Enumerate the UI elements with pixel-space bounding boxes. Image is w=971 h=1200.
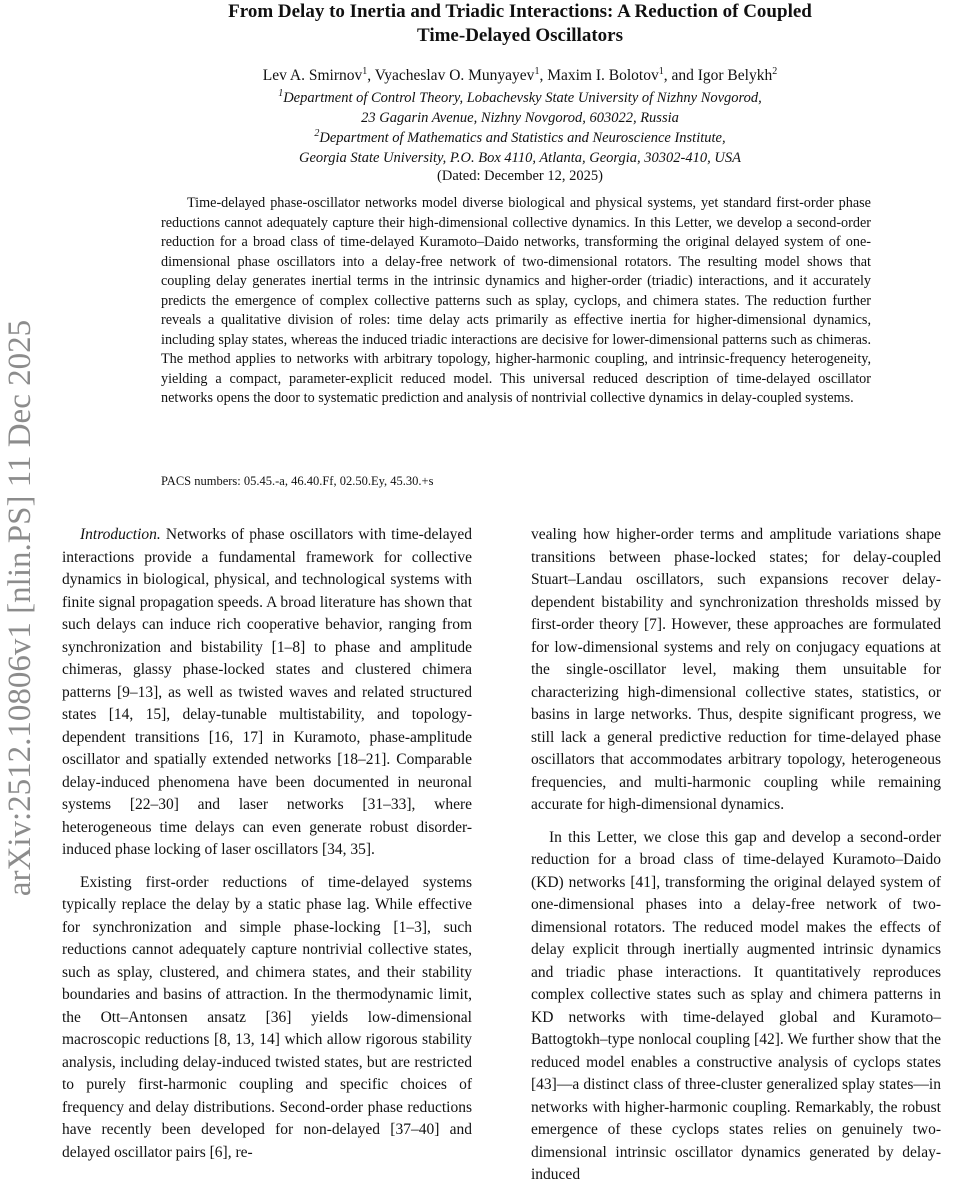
- paragraph: vealing how higher-order terms and amplitude variations shape transitions between phase-locked states; for delay-coupled Stuart–Landau oscillators, such expansions recover delay-dependent bistability and synchronization thresholds missed by first-order theory [7]. However, these approaches are formulated for low-dimensional systems and rely on conjugacy equations at the single-oscillator level, making them unsuitable for characterizing high-dimensional collective states, statistics, or basins in large networks. Thus, despite significant progress, we still lack a general predictive reduction for time-delayed phase oscillators that accommodates arbitrary topology, heterogeneous frequencies, and multi-harmonic coupling while remaining accurate for high-dimensional dynamics.: [531, 526, 941, 813]
- author: Vyacheslav O. Munyayev$^1$: [374, 65, 540, 84]
- paragraph: Introduction. Networks of phase oscillators with time-delayed interactions provide a fundamental framework for collective dynamics in biological, physical, and technological systems with finite signal propagation speeds. A broad literature has shown that such delays can induce rich cooperative behavior, ranging from synchronization and bistability [1–8] to phase and amplitude chimeras, glassy phase-locked states and clustered chimera patterns [9–13], as well as twisted waves and related structured states [14, 15], delay-tunable multistability, and topology-dependent transitions [16, 17] in Kuramoto, phase-amplitude oscillator and spatially extended networks [18–21]. Comparable delay-induced phenomena have been documented in neuronal systems [22–30] and laser networks [31–33], where heterogeneous time delays can even generate robust disorder-induced phase locking of laser oscillators [34, 35].: [62, 526, 472, 858]
- author: Igor Belykh$^2$: [697, 65, 778, 84]
- author-list: Lev A. Smirnov$^1$, Vyacheslav O. Munyayev$^1$, Maxim I. Bolotov$^1$, and Igor Belykh$^2$: [262, 65, 778, 84]
- arxiv-identifier: arXiv:2512.10806v1 [nlin.PS] 11 Dec 2025: [2, 319, 38, 897]
- section-lead: Introduction.: [80, 526, 161, 543]
- abstract: Time-delayed phase-oscillator networks model diverse biological and physical systems, yet standard first-order phase reductions cannot adequately capture their high-dimensional collective dynamics. In this Letter, we develop a second-order reduction for a broad class of time-delayed Kuramoto–Daido networks, transforming the original delayed system of one-dimensional phase oscillators into a delay-free network of two-dimensional rotators. The resulting model shows that coupling delay generates inertial terms in the intrinsic dynamics and higher-order (triadic) interactions, and it accurately predicts the emergence of complex collective patterns such as splay, cyclops, and chimera states. The reduction further reveals a qualitative division of roles: time delay acts primarily as effective inertia for higher-dimensional dynamics, including splay states, whereas the induced triadic interactions are decisive for lower-dimensional patterns such as chimeras. The method applies to networks with arbitrary topology, higher-harmonic coupling, and intrinsic-frequency heterogeneity, yielding a compact, parameter-explicit reduced model. This universal reduced description of time-delayed oscillator networks opens the door to systematic prediction and analysis of nontrivial collective dynamics in delay-coupled systems.: [161, 195, 871, 406]
- affiliations: [80, 88, 960, 168]
- dated-line: (Dated: December 12, 2025): [437, 168, 603, 184]
- paragraph: In this Letter, we close this gap and develop a second-order reduction for a broad class of time-delayed Kuramoto–Daido (KD) networks [41], transforming the original delayed system of one-dimensional phases into a delay-free network of two-dimensional rotators. The reduced model makes the effects of delay explicit through inertially augmented intrinsic dynamics and triadic phase interactions. It quantitatively reproduces complex collective states such as splay and chimera patterns in KD networks with time-delayed global and Kuramoto–Battogtokh–type nonlocal coupling [42]. We further show that the reduced model enables a constructive analysis of cyclops states [43]—a distinct class of three-cluster generalized splay states—in networks with higher-harmonic coupling. Remarkably, the robust emergence of these cyclops states relies on genuinely two-dimensional intrinsic oscillator dynamics generated by delay-induced: [531, 828, 941, 1183]
- affiliation-1-line-2: 23 Gagarin Avenue, Nizhny Novgorod, 603022, Russia: [361, 110, 679, 126]
- body-column-right: [531, 524, 941, 1187]
- author: Maxim I. Bolotov$^1$: [547, 65, 664, 84]
- affiliation-2-line-1: $^2$Department of Mathematics and Statistics and Neuroscience Institute,: [314, 128, 726, 146]
- paragraph: Existing first-order reductions of time-delayed systems typically replace the delay by a static phase lag. While effective for synchronization and simple phase-locking [1–3], such reductions cannot adequately capture nontrivial collective states, such as splay, clustered, and chimera states, and their stability boundaries and basins of attraction. In the thermodynamic limit, the Ott–Antonsen ansatz [36] yields low-dimensional macroscopic reductions [8, 13, 14] which allow rigorous stability analysis, including delay-induced twisted states, but are restricted to purely first-harmonic coupling and specific choices of frequency and delay distributions. Second-order phase reductions have recently been developed for non-delayed [37–40] and delayed oscillator pairs [6], re-: [62, 873, 472, 1161]
- affiliation-1-line-1: $^1$Department of Control Theory, Lobachevsky State University of Nizhny Novgorod,: [278, 88, 762, 106]
- paper-title: [80, 0, 960, 48]
- title-line-1: From Delay to Inertia and Triadic Interactions: A Reduction of Coupled: [228, 1, 812, 22]
- title-line-2: Time-Delayed Oscillators: [417, 25, 623, 46]
- pacs-numbers: PACS numbers: 05.45.-a, 46.40.Ff, 02.50.Ey, 45.30.+s: [161, 474, 434, 488]
- body-column-left: [62, 524, 472, 1164]
- affiliation-2-line-2: Georgia State University, P.O. Box 4110, Atlanta, Georgia, 30302-410, USA: [299, 150, 741, 166]
- author: Lev A. Smirnov$^1$: [262, 65, 368, 84]
